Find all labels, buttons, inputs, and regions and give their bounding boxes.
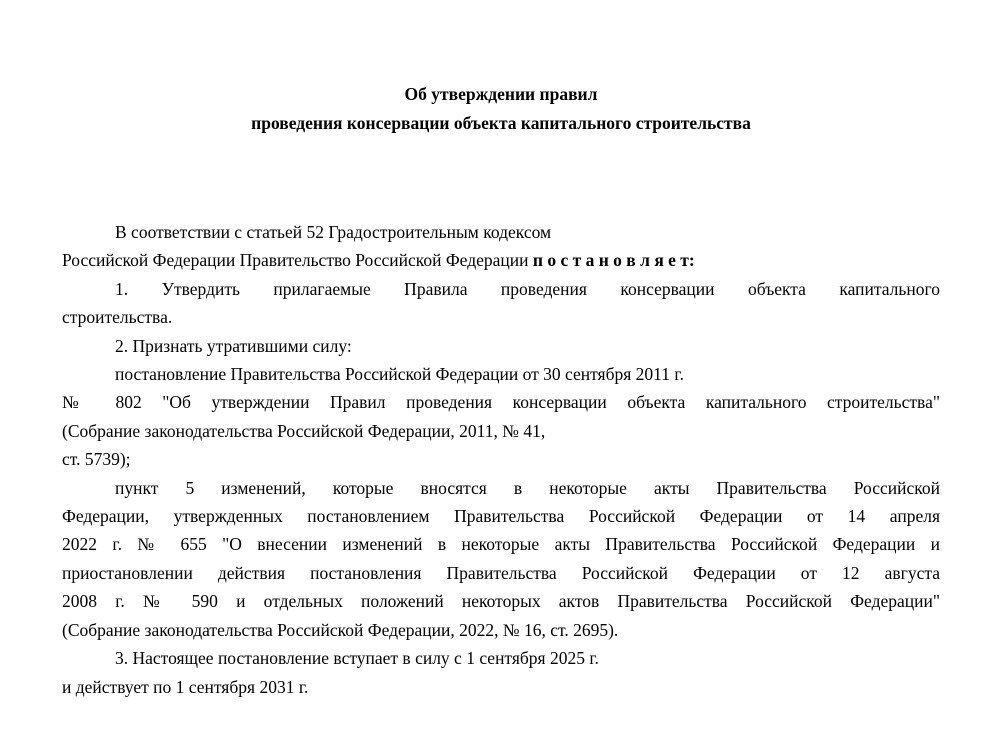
- document-body: [62, 218, 940, 701]
- document-text: Российской Федерации Правительство Российской Федерации: [62, 250, 533, 271]
- document-line: [62, 246, 940, 274]
- document-line: [62, 218, 940, 246]
- document-line: [62, 332, 940, 360]
- document-text: пункт 5 изменений, которые вносятся в некоторые акты Правительства Российской: [115, 477, 940, 498]
- document-text: № 802 "Об утверждении Правил проведения консервации объекта капитального строительства": [62, 392, 940, 413]
- document-line: [62, 559, 940, 587]
- document-line: [62, 303, 940, 331]
- document-text: 2. Признать утратившими силу:: [115, 335, 352, 356]
- document-line: [62, 616, 940, 644]
- document-line: [62, 644, 940, 672]
- document-text: (Собрание законодательства Российской Федерации, 2022, № 16, ст. 2695).: [62, 619, 619, 640]
- document-text: ст. 5739);: [62, 449, 131, 470]
- document-text: (Собрание законодательства Российской Федерации, 2011, № 41,: [62, 420, 546, 441]
- document-text: 2022 г. № 655 "О внесении изменений в некоторые акты Правительства Российской Федерации и: [62, 534, 940, 555]
- document-line: [62, 445, 940, 473]
- document-text: строительства.: [62, 307, 173, 328]
- document-text: В соответствии с статьей 52 Градостроительным кодексом: [115, 222, 552, 242]
- document-text: 1. Утвердить прилагаемые Правила проведения консервации объекта капитального: [115, 278, 940, 299]
- document-title: [62, 80, 940, 137]
- document-line: [62, 417, 940, 445]
- document-text: постановление Правительства Российской Федерации от 30 сентября 2011 г.: [115, 364, 684, 385]
- document-line: [62, 530, 940, 558]
- document-line: [62, 275, 940, 303]
- document-text: Федерации, утвержденных постановлением Правительства Российской Федерации от 14 апреля: [62, 506, 940, 527]
- document-text: и действует по 1 сентября 2031 г.: [62, 676, 309, 697]
- document-line: [62, 502, 940, 530]
- document-text: приостановлении действия постановления Правительства Российской Федерации от 12 августа: [62, 562, 940, 583]
- title-line-1: Об утверждении правил: [404, 84, 598, 104]
- document-line: [62, 587, 940, 615]
- document-line: [62, 474, 940, 502]
- document-line: [62, 673, 940, 701]
- document-text-bold: п о с т а н о в л я е т:: [532, 250, 695, 271]
- document-line: [62, 360, 940, 388]
- document-text: 3. Настоящее постановление вступает в силу с 1 сентября 2025 г.: [115, 648, 599, 669]
- document-text: 2008 г. № 590 и отдельных положений некоторых актов Правительства Российской Федерации": [62, 591, 940, 612]
- document-line: [62, 388, 940, 416]
- title-line-2: проведения консервации объекта капитального строительства: [251, 112, 751, 133]
